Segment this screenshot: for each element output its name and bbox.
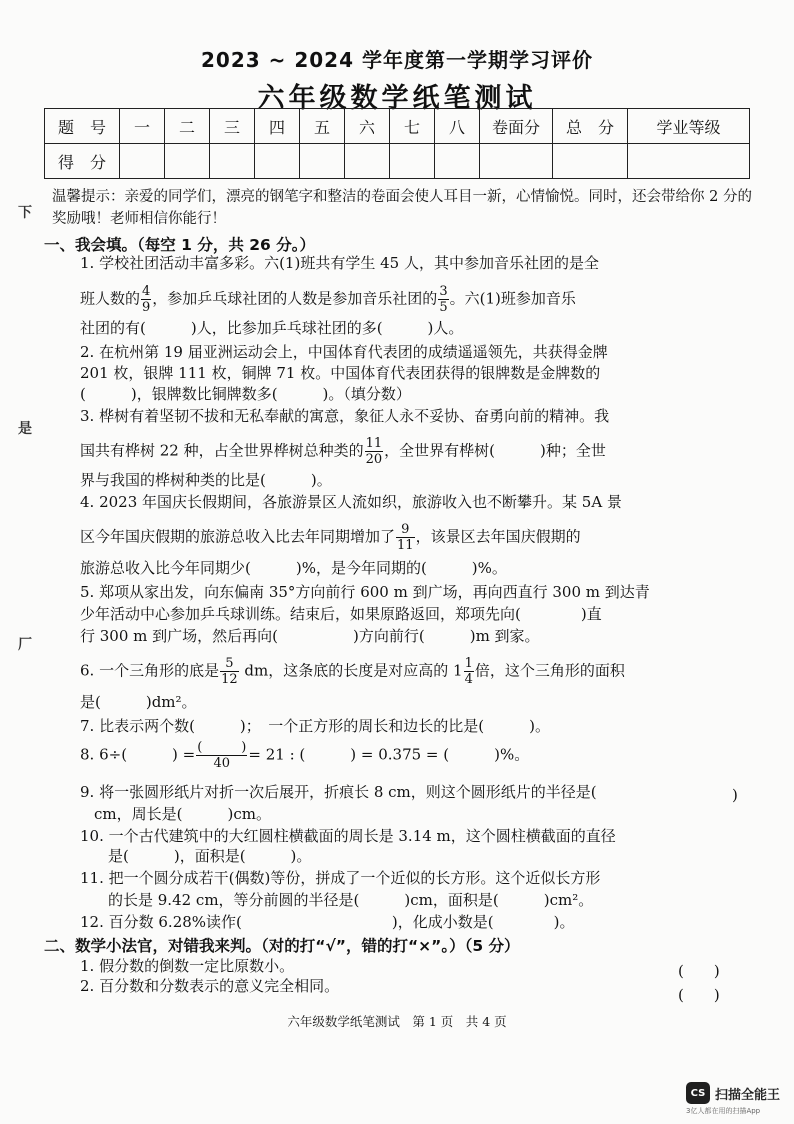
scanner-watermark bbox=[686, 1082, 780, 1104]
warm-tip: 温馨提示：亲爱的同学们，漂亮的钢笔字和整洁的卷面会使人耳目一新，心情愉悦。同时，还会带给你 2 分的奖励哦！老师相信你能行！ bbox=[52, 189, 752, 227]
margin-mark: 厂 bbox=[18, 637, 32, 653]
q9-line-1: 9. 将一张圆形纸片对折一次后展开，折痕长 8 cm，则这个圆形纸片的半径是( bbox=[80, 783, 642, 801]
fraction-denominator: 40 bbox=[213, 756, 231, 771]
camscanner-logo-icon: CS bbox=[686, 1082, 710, 1104]
section-2-title: 二、数学小法官，对错我来判。（对的打“√”，错的打“×”。）（5 分） bbox=[44, 937, 520, 955]
q7-line: 7. 比表示两个数( )； 一个正方形的周长和边长的比是( )。 bbox=[80, 717, 550, 735]
score-blank[interactable] bbox=[628, 144, 750, 179]
score-cell-q3: 三 bbox=[210, 109, 255, 144]
judge-q2: 2. 百分数和分数表示的意义完全相同。 bbox=[80, 977, 340, 995]
school-year-line: 2023 ~ 2024 学年度第一学期学习评价 bbox=[201, 48, 593, 72]
q6-text-b: dm，这条底的长度是对应高的 1 bbox=[239, 661, 463, 680]
q11-line-1: 11. 把一个圆分成若干(偶数)等份，拼成了一个近似的长方形。这个近似长方形 bbox=[80, 869, 601, 887]
score-cell-q6: 六 bbox=[345, 109, 390, 144]
fraction bbox=[365, 436, 384, 467]
q3-line-3: 界与我国的桦树种类的比是( )。 bbox=[80, 471, 332, 489]
fraction-numerator: 11 bbox=[365, 436, 383, 451]
score-cell-q5: 五 bbox=[300, 109, 345, 144]
fraction bbox=[141, 284, 151, 315]
q1-text-a: 班人数的 bbox=[80, 289, 141, 308]
fraction-denominator: 5 bbox=[439, 300, 448, 315]
judge-q1: 1. 假分数的倒数一定比原数小。 bbox=[80, 957, 295, 975]
judge-q2-answer-blank[interactable]: ( ) bbox=[678, 986, 720, 1004]
fraction bbox=[396, 522, 415, 553]
q2-line-2: 201 枚，银牌 111 枚，铜牌 71 枚。中国体育代表团获得的银牌数是金牌数的 bbox=[80, 364, 601, 382]
q11-line-2: 的长是 9.42 cm，等分前圆的半径是( )cm，面积是( )cm²。 bbox=[108, 891, 594, 909]
scanner-tagline: 3亿人都在用的扫描App bbox=[686, 1107, 761, 1115]
fraction bbox=[220, 656, 239, 687]
q8-text-b: = 21 : ( ) = 0.375 = ( )%。 bbox=[248, 745, 530, 764]
fraction-denominator: 20 bbox=[365, 452, 383, 467]
q6-text-a: 6. 一个三角形的底是 bbox=[80, 661, 220, 680]
score-cell-q2: 二 bbox=[165, 109, 210, 144]
q5-line-1: 5. 郑项从家出发，向东偏南 35°方向前行 600 m 到广场，再向西直行 300 m 到达青 bbox=[80, 583, 650, 601]
fraction-numerator: 3 bbox=[439, 284, 448, 299]
q9-line-2: cm，周长是( )cm。 bbox=[94, 805, 271, 823]
section-1-title: 一、我会填。（每空 1 分，共 26 分。） bbox=[44, 236, 315, 254]
q3-text-b: ，全世界有桦树( )种；全世 bbox=[384, 441, 606, 460]
q1-text-b: ，参加乒乓球社团的人数是参加音乐社团的 bbox=[152, 289, 438, 308]
score-table bbox=[44, 108, 750, 179]
score-blank[interactable] bbox=[345, 144, 390, 179]
score-cell-q8: 八 bbox=[435, 109, 480, 144]
score-cell-q4: 四 bbox=[255, 109, 300, 144]
score-blank[interactable] bbox=[480, 144, 553, 179]
score-blank[interactable] bbox=[165, 144, 210, 179]
q4-line-3: 旅游总收入比今年同期少( )%，是今年同期的( )%。 bbox=[80, 559, 507, 577]
q2-line-3: ( )，银牌数比铜牌数多( )。（填分数） bbox=[80, 385, 411, 403]
margin-mark: 下 bbox=[18, 205, 32, 221]
score-table-score-row bbox=[45, 144, 750, 179]
fraction-numerator: ( ) bbox=[197, 740, 247, 755]
q2-line-1: 2. 在杭州第 19 届亚洲运动会上，中国体育代表团的成绩遥遥领先，共获得金牌 bbox=[80, 343, 608, 361]
q3-line-1: 3. 桦树有着坚韧不拔和无私奉献的寓意，象征人永不妥协、奋勇向前的精神。我 bbox=[80, 407, 610, 425]
q4-line-1: 4. 2023 年国庆长假期间，各旅游景区人流如织，旅游收入也不断攀升。某 5A 景 bbox=[80, 493, 622, 511]
q5-line-3: 行 300 m 到广场，然后再向( )方向前行( )m 到家。 bbox=[80, 627, 540, 645]
score-cell-q1: 一 bbox=[120, 109, 165, 144]
q1-text-c: 。六(1)班参加音乐 bbox=[449, 289, 576, 308]
q1-line-3: 社团的有( )人，比参加乒乓球社团的多( )人。 bbox=[80, 319, 464, 337]
q4-text-b: ，该景区去年国庆假期的 bbox=[415, 527, 581, 546]
q12-line: 12. 百分数 6.28%读作( )，化成小数是( )。 bbox=[80, 913, 575, 931]
fraction-denominator: 4 bbox=[464, 672, 473, 687]
q5-line-2: 少年活动中心参加乒乓球训练。结束后，如果原路返回，郑项先向( )直 bbox=[80, 605, 602, 623]
scanner-app-name: 扫描全能王 bbox=[715, 1087, 781, 1103]
score-blank[interactable] bbox=[120, 144, 165, 179]
page-title: 六年级数学纸笔测试 bbox=[257, 83, 537, 114]
q1-line-1: 1. 学校社团活动丰富多彩。六(1)班共有学生 45 人，其中参加音乐社团的是全 bbox=[80, 254, 599, 272]
fraction-numerator: 9 bbox=[396, 522, 415, 538]
fraction-denominator: 12 bbox=[221, 672, 238, 687]
fraction bbox=[438, 284, 448, 315]
margin-mark: 是 bbox=[18, 421, 32, 437]
judge-q1-answer-blank[interactable]: ( ) bbox=[678, 962, 720, 980]
q1-line-2 bbox=[80, 284, 576, 315]
fraction-numerator: 1 bbox=[464, 656, 473, 671]
score-blank[interactable] bbox=[210, 144, 255, 179]
fraction-numerator: 4 bbox=[142, 284, 151, 299]
q3-text-a: 国共有桦树 22 种，占全世界桦树总种类的 bbox=[80, 441, 364, 460]
score-blank[interactable] bbox=[435, 144, 480, 179]
score-cell-neatness: 卷面分 bbox=[480, 109, 553, 144]
score-cell-total: 总 分 bbox=[553, 109, 628, 144]
fraction-denominator: 9 bbox=[142, 300, 151, 315]
fraction-denominator: 11 bbox=[397, 538, 414, 553]
score-blank[interactable] bbox=[300, 144, 345, 179]
q9-closing-paren: ) bbox=[732, 786, 738, 804]
q6-text-c: 倍，这个三角形的面积 bbox=[474, 661, 625, 680]
score-cell-label: 题 号 bbox=[45, 109, 120, 144]
score-cell-grade: 学业等级 bbox=[628, 109, 750, 144]
fraction-numerator: 5 bbox=[220, 656, 239, 672]
q8-text-a: 8. 6÷( ) = bbox=[80, 745, 196, 764]
score-blank[interactable] bbox=[553, 144, 628, 179]
fraction bbox=[196, 740, 247, 771]
q8-line bbox=[80, 740, 529, 771]
score-cell-q7: 七 bbox=[390, 109, 435, 144]
score-blank[interactable] bbox=[255, 144, 300, 179]
q10-line-1: 10. 一个古代建筑中的大红圆柱横截面的周长是 3.14 m，这个圆柱横截面的直径 bbox=[80, 827, 616, 845]
q4-line-2 bbox=[80, 522, 581, 553]
q6-line-1 bbox=[80, 656, 625, 687]
q3-line-2 bbox=[80, 436, 606, 467]
score-row-label: 得 分 bbox=[45, 144, 120, 179]
q4-text-a: 区今年国庆假期的旅游总收入比去年同期增加了 bbox=[80, 527, 396, 546]
q6-line-2: 是( )dm²。 bbox=[80, 693, 197, 711]
score-blank[interactable] bbox=[390, 144, 435, 179]
fraction bbox=[464, 656, 474, 687]
score-table-header-row bbox=[45, 109, 750, 144]
page-footer: 六年级数学纸笔测试 第 1 页 共 4 页 bbox=[287, 1014, 507, 1029]
q10-line-2: 是( )，面积是( )。 bbox=[108, 847, 312, 865]
